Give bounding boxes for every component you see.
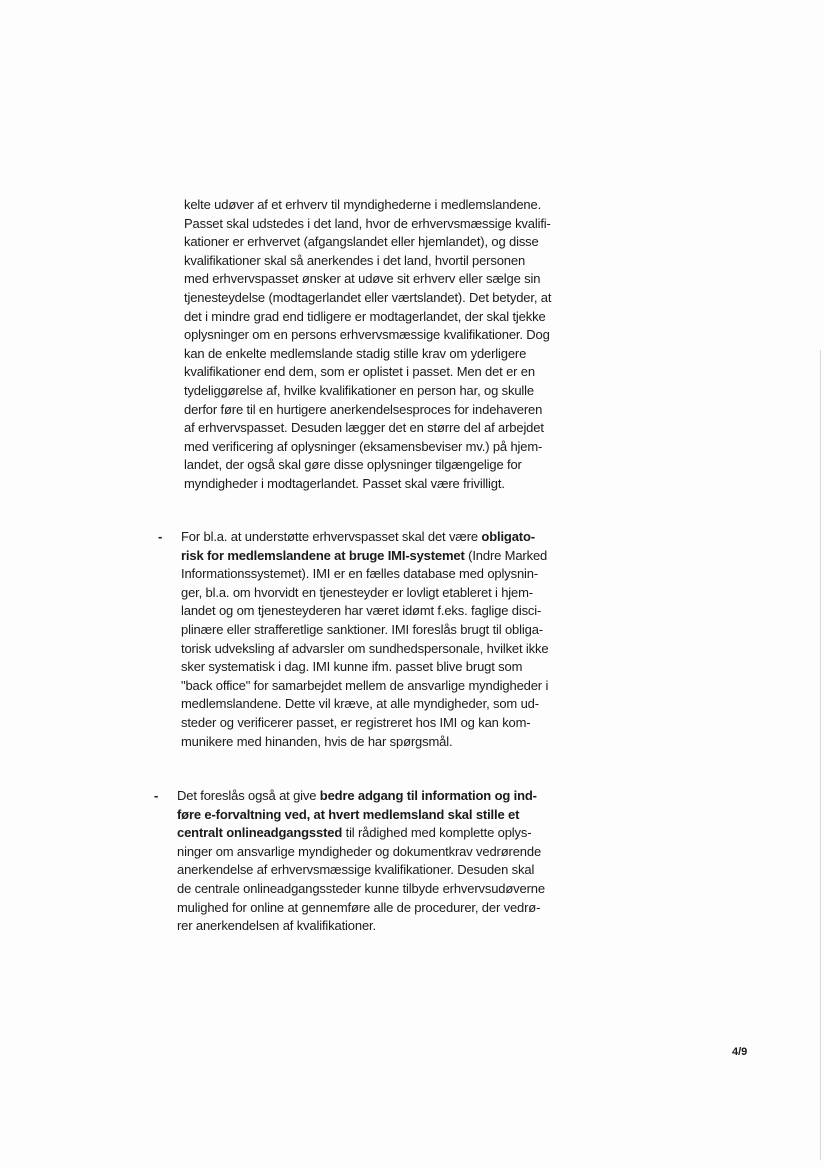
bullet-dash: - bbox=[154, 788, 159, 803]
bullet-line: steder og verificerer passet, er registreret hos IMI og kan kom- bbox=[181, 714, 531, 730]
paragraph-line: tjenesteydelse (modtagerlandet eller værtslandet). Det betyder, at bbox=[184, 289, 552, 305]
bullet-text: (Indre Marked bbox=[464, 547, 548, 563]
bullet-bold-text: føre e-forvaltning ved, at hvert medlemsland skal stille et bbox=[177, 806, 520, 822]
bullet-text: Det foreslås også at give bbox=[177, 788, 320, 803]
paragraph-line: kvalifikationer skal så anerkendes i det land, hvortil personen bbox=[184, 252, 526, 268]
bullet-line bbox=[181, 528, 581, 547]
bullet-bold-text: obligato- bbox=[481, 529, 535, 544]
paragraph-line: kelte udøver af et erhverv til myndighederne i medlemslandene. bbox=[184, 197, 542, 212]
bullet-line: ninger om ansvarlige myndigheder og dokumentkrav vedrørende bbox=[177, 843, 542, 859]
paragraph-line: Passet skal udstedes i det land, hvor de erhvervsmæssige kvalifi- bbox=[184, 215, 551, 231]
bullet-line: ger, bl.a. om hvorvidt en tjenesteyder er lovligt etableret i hjem- bbox=[181, 584, 533, 600]
bullet-line: sker systematisk i dag. IMI kunne ifm. passet blive brugt som bbox=[181, 659, 523, 675]
bullet-line: "back office" for samarbejdet mellem de ansvarlige myndigheder i bbox=[181, 677, 549, 693]
paragraph-line: kvalifikationer end dem, som er oplistet i passet. Men det er en bbox=[184, 364, 535, 380]
bullet-line bbox=[177, 824, 577, 843]
paragraph-line: af erhvervspasset. Desuden lægger det en større del af arbejdet bbox=[184, 420, 544, 436]
page-number: 4/9 bbox=[732, 1046, 748, 1058]
paragraph-line: med verificering af oplysninger (eksamensbeviser mv.) på hjem- bbox=[184, 438, 543, 454]
body-paragraph bbox=[184, 196, 584, 494]
paragraph-line: kationer er erhvervet (afgangslandet eller hjemlandet), og disse bbox=[184, 234, 539, 250]
bullet-line: torisk udveksling af advarsler om sundhedspersonale, hvilket ikke bbox=[181, 640, 549, 656]
bullet-line: plinære eller strafferetlige sanktioner. IMI foreslås brugt til obliga- bbox=[181, 621, 543, 637]
bullet-text: til rådighed med komplette oplys- bbox=[342, 825, 532, 841]
paragraph-line: med erhvervspasset ønsker at udøve sit erhverv eller sælge sin bbox=[184, 271, 541, 287]
paragraph-line: kan de enkelte medlemslande stadig stille krav om yderligere bbox=[184, 345, 527, 361]
bullet-dash: - bbox=[158, 529, 163, 544]
bullet-bold-text: risk for medlemslandene at bruge IMI-systemet bbox=[181, 547, 465, 563]
bullet-item-imi bbox=[181, 528, 581, 751]
scan-edge-line bbox=[820, 350, 821, 1160]
bullet-line: mulighed for online at gennemføre alle de procedurer, der vedrø- bbox=[177, 899, 541, 915]
paragraph-line: oplysninger om en persons erhvervsmæssige kvalifikationer. Dog bbox=[184, 327, 550, 343]
bullet-line: medlemslandene. Dette vil kræve, at alle myndigheder, som ud- bbox=[181, 696, 539, 712]
bullet-line: munikere med hinanden, hvis de har spørgsmål. bbox=[181, 733, 453, 749]
bullet-line: landet og om tjenesteyderen har været idømt f.eks. faglige disci- bbox=[181, 603, 542, 619]
paragraph-line: landet, der også skal gøre disse oplysninger tilgængelige for bbox=[184, 457, 522, 473]
bullet-text: For bl.a. at understøtte erhvervspasset skal det være bbox=[181, 529, 482, 544]
bullet-line: rer anerkendelsen af kvalifikationer. bbox=[177, 918, 376, 934]
paragraph-line: tydeliggørelse af, hvilke kvalifikationer en person har, og skulle bbox=[184, 382, 534, 398]
bullet-line: anerkendelse af erhvervsmæssige kvalifikationer. Desuden skal bbox=[177, 862, 535, 878]
bullet-line: Informationssystemet). IMI er en fælles database med oplysnin- bbox=[181, 566, 539, 582]
paragraph-line: det i mindre grad end tidligere er modtagerlandet, der skal tjekke bbox=[184, 308, 546, 324]
bullet-line bbox=[177, 787, 577, 806]
bullet-line bbox=[181, 547, 581, 566]
bullet-bold-text: bedre adgang til information og ind- bbox=[319, 788, 537, 803]
bullet-item-online-access bbox=[177, 787, 577, 936]
bullet-bold-text: centralt onlineadgangssted bbox=[177, 825, 343, 841]
paragraph-line: myndigheder i modtagerlandet. Passet skal være frivilligt. bbox=[184, 475, 505, 491]
paragraph-line: derfor føre til en hurtigere anerkendelsesproces for indehaveren bbox=[184, 401, 543, 417]
bullet-line: de centrale onlineadgangssteder kunne tilbyde erhvervsudøverne bbox=[177, 880, 545, 896]
bullet-line bbox=[177, 806, 577, 825]
